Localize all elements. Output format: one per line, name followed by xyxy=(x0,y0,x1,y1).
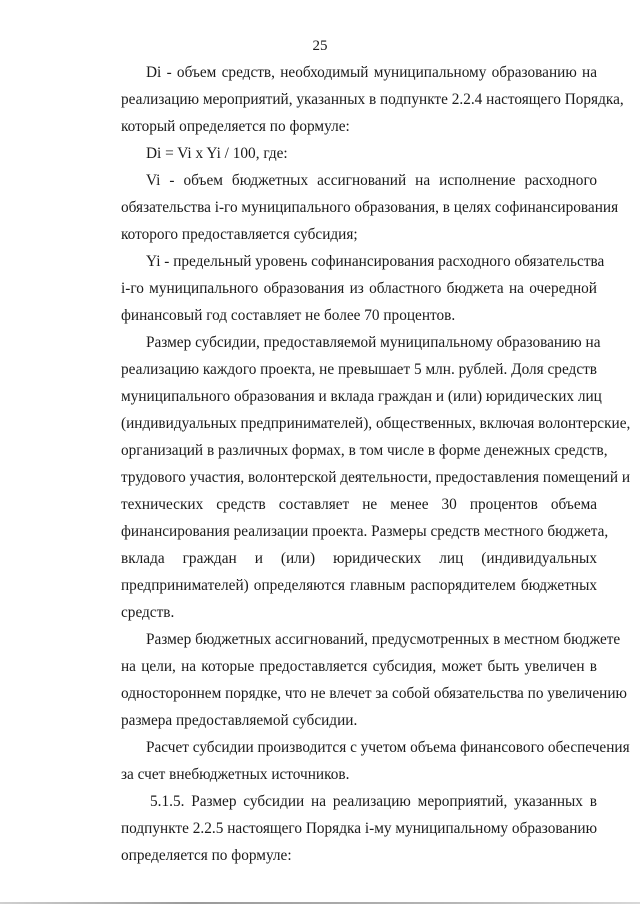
paragraph-line: подпункте 2.2.5 настоящего Порядка i-му муниципальному образованию xyxy=(121,820,597,837)
paragraph-line: организаций в различных формах, в том числе в форме денежных средств, xyxy=(121,442,608,459)
paragraph-line: одностороннем порядке, что не влечет за собой обязательства по увеличению xyxy=(121,685,627,702)
paragraph-line: средств. xyxy=(121,604,175,621)
formula-line: Di = Vi x Yi / 100, где: xyxy=(146,145,288,162)
paragraph-line: Размер бюджетных ассигнований, предусмотренных в местном бюджете xyxy=(146,631,621,648)
paragraph-line: Vi - объем бюджетных ассигнований на исполнение расходного xyxy=(146,172,597,189)
paragraph-line: технических средств составляет не менее 30 процентов объема xyxy=(121,496,597,513)
page-number: 25 xyxy=(312,38,328,54)
paragraph-line: предпринимателей) определяются главным распорядителем бюджетных xyxy=(121,577,597,594)
paragraph-line: реализацию мероприятий, указанных в подпункте 2.2.4 настоящего Порядка, xyxy=(121,91,624,108)
paragraph-line: определяется по формуле: xyxy=(121,847,292,864)
paragraph-line: Di - объем средств, необходимый муниципальному образованию на xyxy=(146,64,597,81)
paragraph-line: обязательства i-го муниципального образования, в целях софинансирования xyxy=(121,199,619,216)
paragraph-line: которого предоставляется субсидия; xyxy=(121,226,358,243)
paragraph-line: Размер субсидии, предоставляемой муниципальному образованию на xyxy=(146,334,601,351)
paragraph-line: финансовый год составляет не более 70 процентов. xyxy=(121,307,456,324)
paragraph-line: 5.1.5. Размер субсидии на реализацию мероприятий, указанных в xyxy=(150,793,597,810)
paragraph-line: i-го муниципального образования из областного бюджета на очередной xyxy=(121,280,597,297)
paragraph-line: реализацию каждого проекта, не превышает 5 млн. рублей. Доля средств xyxy=(121,361,598,378)
paragraph-line: за счет внебюджетных источников. xyxy=(121,766,350,783)
paragraph-line: на цели, на которые предоставляется субсидия, может быть увеличен в xyxy=(121,658,597,675)
paragraph-line: финансирования реализации проекта. Размеры средств местного бюджета, xyxy=(121,523,609,540)
paragraph-line: муниципального образования и вклада граждан и (или) юридических лиц xyxy=(121,388,602,405)
paragraph-line: который определяется по формуле: xyxy=(121,118,350,135)
paragraph-line: вклада граждан и (или) юридических лиц (индивидуальных xyxy=(121,550,597,567)
paragraph-line: размера предоставляемой субсидии. xyxy=(121,712,358,729)
paragraph-line: Расчет субсидии производится с учетом объема финансового обеспечения xyxy=(146,739,630,756)
scan-edge-divider xyxy=(0,902,640,904)
paragraph-line: трудового участия, волонтерской деятельности, предоставления помещений и xyxy=(121,469,631,486)
paragraph-line: Yi - предельный уровень софинансирования расходного обязательства xyxy=(146,253,605,270)
paragraph-line: (индивидуальных предпринимателей), общественных, включая волонтерские, xyxy=(121,415,631,432)
